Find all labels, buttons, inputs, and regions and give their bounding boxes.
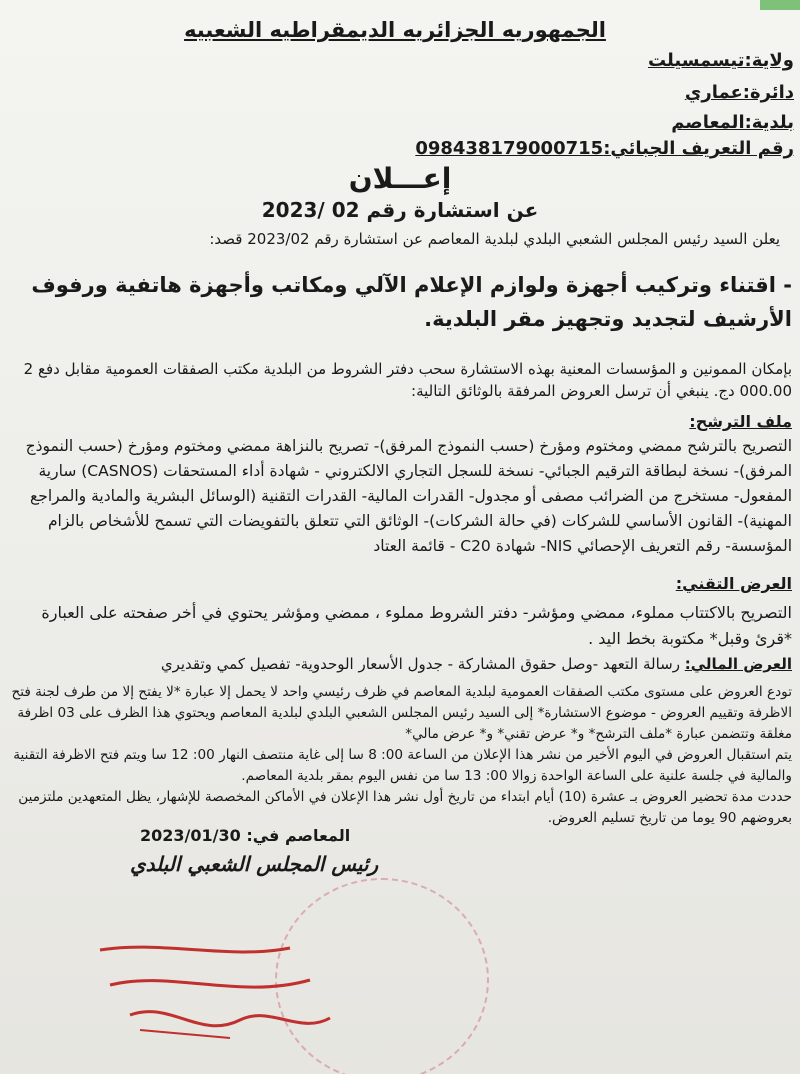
technical-paragraph: التصريح بالاكتتاب مملوء، ممضي ومؤشر- دفتر الشروط مملوء ، ممضي ومؤشر يحتوي في أخر صفحته على العبارة *قرئ وقبل* مكتوبة بخط اليد . xyxy=(41,603,792,648)
commune-line: بلدية:المعاصم xyxy=(671,112,794,133)
candidacy-label: ملف الترشح: xyxy=(689,412,792,431)
financial-row xyxy=(8,655,792,673)
fiscal-id-line: رقم التعريف الجبائي:09843817900071‌5 xyxy=(415,138,794,159)
technical-label: العرض التقني: xyxy=(675,574,792,593)
signature-title: رئيس المجلس الشعبي البلدي xyxy=(130,852,379,876)
announcement-title: إعـــلان xyxy=(348,162,452,195)
corner-mark xyxy=(760,0,800,10)
financial-label: العرض المالي: xyxy=(684,655,792,673)
handwritten-signature xyxy=(80,930,380,1050)
signature-date: المعاصم في: 2023/01/30 xyxy=(140,826,351,845)
reception-paragraph: يتم استقبال العروض في اليوم الأخير من نشر هذا الإعلان من الساعة 00: 8 سا إلى غاية منتصف النهار 00: 12 سا ويتم فتح الاظرفة التقنية والمالية في جلسة علنية على الساعة الواحدة زوالا 00: 13 سا من نفس اليوم بمقر بلدية المعاصم. xyxy=(13,747,792,784)
announcement-intro: يعلن السيد رئيس المجلس الشعبي البلدي لبلدية المعاصم عن استشارة رقم 2023/02 قصد: xyxy=(209,230,780,248)
financial-text: رسالة التعهد -وصل حقوق المشاركة - جدول الأسعار الوحدوية- تفصيل كمي وتقديري xyxy=(160,655,680,673)
daira-line: دائرة:عماري xyxy=(684,82,794,103)
deposit-paragraph: تودع العروض على مستوى مكتب الصفقات العمومية لبلدية المعاصم في ظرف رئيسي واحد لا يحمل إلا عبارة *لا يفتح إلا من طرف لجنة فتح الاظرفة وتقييم العروض - موضوع الاستشارة* إلى السيد رئيس المجلس الشعبي البلدي لبلدية المعاصم ويحتوي هذا الظرف على 03 اظرفة مغلقة وتتضمن عبارة *ملف الترشح* و* عرض تقني* و* عرض مالي* xyxy=(11,684,792,742)
final-paragraphs xyxy=(8,682,792,829)
wilaya-line: ولاية:تيسمسيلت xyxy=(647,50,794,71)
availability-paragraph: بإمكان الممونين و المؤسسات المعنية بهذه الاستشارة سحب دفتر الشروط من البلدية مكتب الصفقات العمومية مقابل دفع 2 000.00 دج. ينبغي أن ترسل العروض المرفقة بالوثائق التالية: xyxy=(23,360,792,400)
duration-paragraph: حددت مدة تحضير العروض بـ عشرة (10) أيام ابتداء من تاريخ أول نشر هذا الإعلان في الأماكن المخصصة للإشهار، يظل المتعهدين ملتزمين بعروضهم 90 يوما من تاريخ تسليم العروض. xyxy=(18,789,792,826)
republic-title: الجمهوريه الجزائريه الديمقراطيه الشعبيه xyxy=(184,18,606,42)
announcement-subtitle: عن استشارة رقم 02 /2023 xyxy=(261,198,539,222)
candidacy-paragraph: التصريح بالترشح ممضي ومختوم ومؤرخ (حسب النموذج المرفق)- تصريح بالنزاهة ممضي ومختوم ومؤرخ (حسب النموذج المرفق)- نسخة لبطاقة الترقيم الجبائي- نسخة للسجل التجاري الالكتروني - شهادة أداء المستحقات (CASNOS) سارية المفعول- مستخرج من الضرائب مصفى أو مجدول- القدرات المالية- القدرات التقنية (الوسائل البشرية والمادية والمراجع المهنية)- القانون الأساسي للشركات (في حالة الشركات)- الوثائق التي تتعلق بالتفويضات التي تسمح للأشخاص بالزام المؤسسة- رقم التعريف الإحصائي NIS- شهادة C20 - قائمة العتاد xyxy=(25,437,792,555)
announcement-purpose: - اقتناء وتركيب أجهزة ولوازم الإعلام الآلي ومكاتب وأجهزة هاتفية ورفوف الأرشيف لتجديد وتجهيز مقر البلدية. xyxy=(31,273,792,331)
